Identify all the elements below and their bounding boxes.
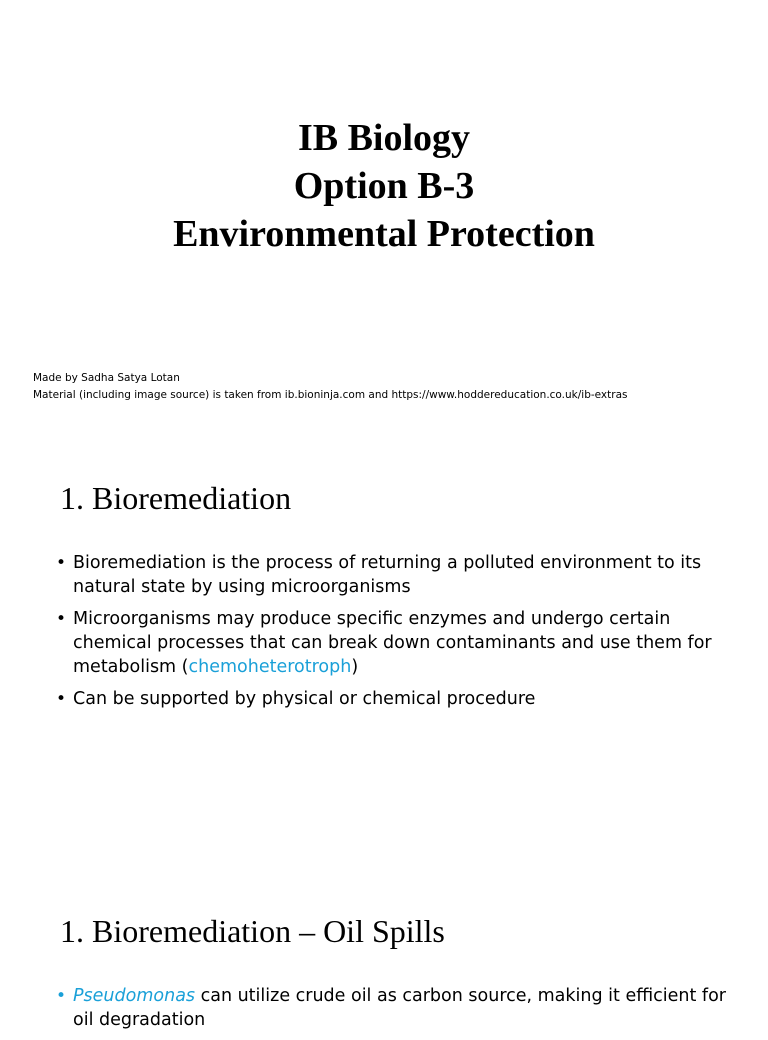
title-line-topic: Environmental Protection — [173, 213, 595, 255]
bullet-list — [56, 984, 736, 1040]
section-heading: 1. Bioremediation — [60, 480, 292, 516]
term-chemoheterotroph: chemoheterotroph — [188, 657, 352, 677]
bullet-text: Microorganisms may produce specific enzymes and undergo certain chemical processes that can break down contaminants and use them for metabolism ( — [73, 609, 712, 677]
bullet-icon: • — [56, 609, 67, 629]
bullet-text: can utilize crude oil as carbon source, making it efficient for oil degradation — [73, 986, 726, 1030]
bullet-item — [56, 984, 736, 1032]
title-line-course: IB Biology — [297, 117, 471, 159]
bullet-text: Bioremediation is the process of returning a polluted environment to its natural state by using microorganisms — [73, 553, 702, 597]
term-pseudomonas: Pseudomonas — [73, 986, 196, 1006]
bullet-text: Can be supported by physical or chemical procedure — [73, 689, 536, 709]
bullet-text-end: ) — [351, 657, 359, 677]
author-credit: Made by Sadha Satya Lotan — [33, 372, 180, 384]
bullet-icon: • — [56, 553, 67, 573]
source-credit: Material (including image source) is taken from ib.bioninja.com and https://www.hoddereducation.co.uk/ib-extras — [33, 389, 628, 401]
section-heading: 1. Bioremediation – Oil Spills — [60, 913, 445, 949]
title-line-option: Option B-3 — [293, 165, 475, 207]
bullet-icon: • — [56, 986, 67, 1006]
bullet-icon: • — [56, 689, 67, 709]
